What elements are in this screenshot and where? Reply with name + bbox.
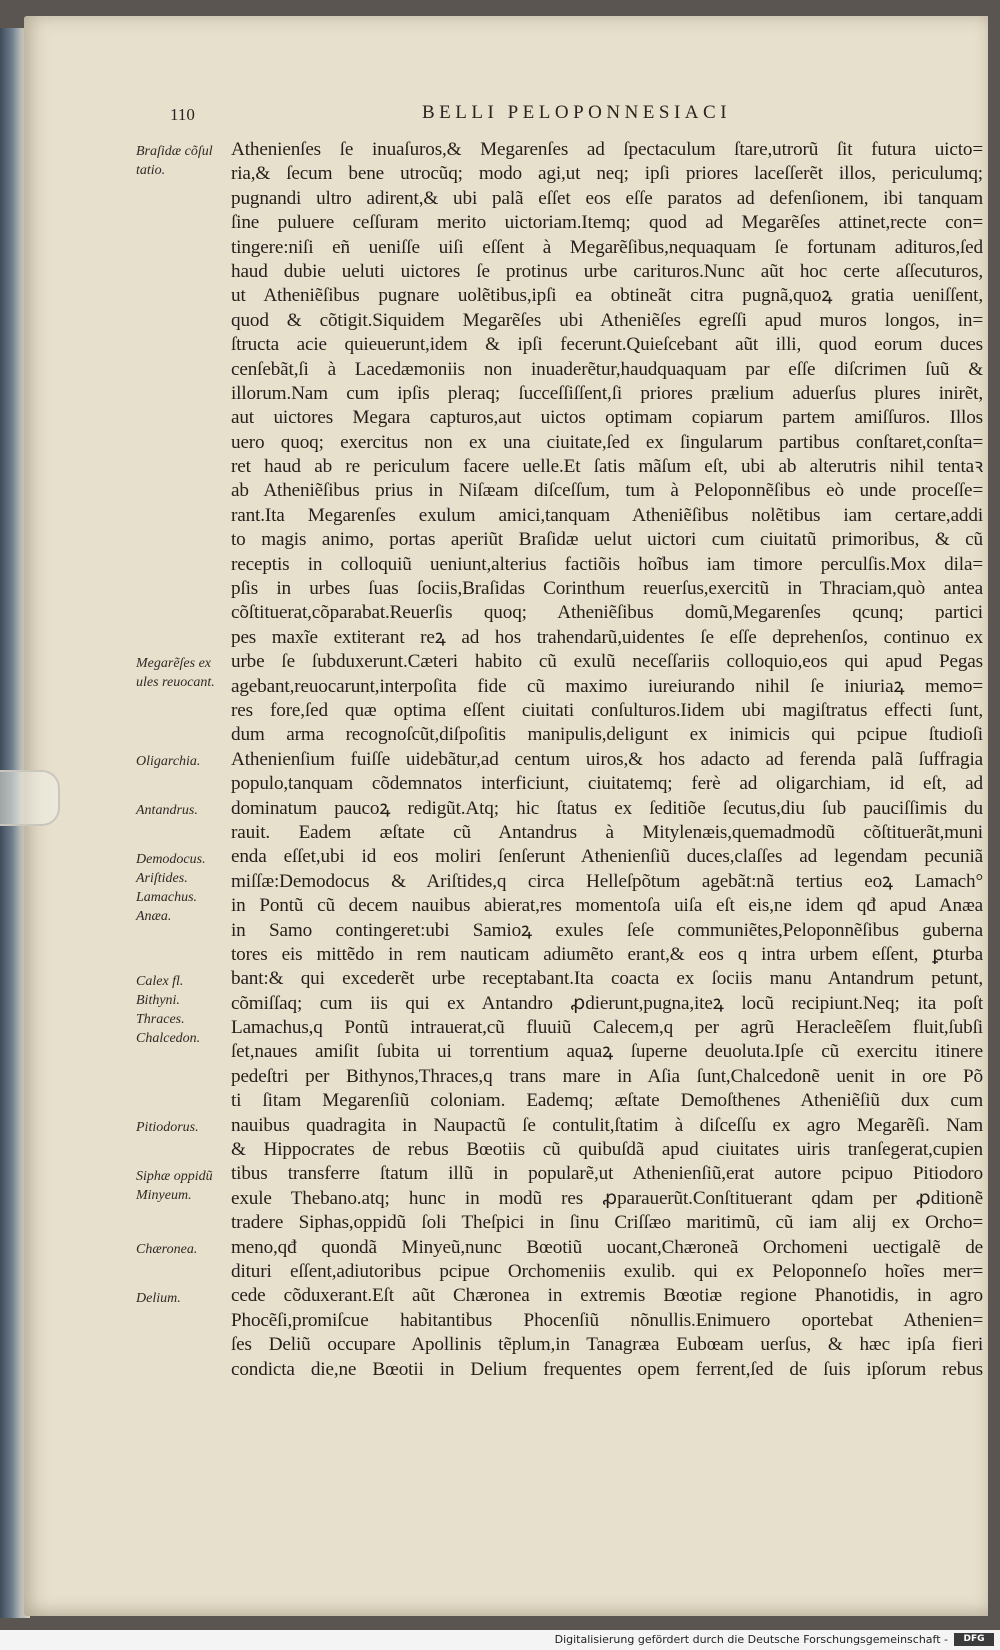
text-line: urbe ſe ſubduxerunt.Cæteri habito cũ exulũ neceſſariis colloquio,eos qui apud Pegas	[231, 651, 983, 673]
text-line: nauibus quadragita in Naupactũ ſe contulit,ſtatim à diſceſſu ex agro Megarẽſi. Nam	[231, 1114, 983, 1136]
marginal-note: Braſidæ cõſul tatio.	[136, 144, 213, 178]
marginal-note: Antandrus.	[136, 802, 198, 818]
book-page	[24, 16, 988, 1616]
text-line: rant.Ita Megarenſes exulum amici,tanquam Atheniẽſibus nolẽtibus iam certare,addi	[231, 504, 983, 526]
text-line: res fore,ſed quæ optima eſſent ciuitati conſulturos.Iidem ubi magiſtratus effecti ſunt,	[231, 699, 983, 721]
text-line: Athenienſes ſe inuaſuros,& Megarenſes ad ſpectaculum ſtare,utrorũ ſit futura uicto=	[231, 139, 983, 160]
text-line: dominatum paucoꝝ redigũt.Atq; hic ſtatus ex ſeditiõe ſecutus,diu ſub pauciſſimis du	[231, 797, 983, 819]
text-line: ſet,naues amiſit ſubita ui torrentium aquaꝝ ſuperne deuoluta.Ipſe cũ exercitu itinere	[231, 1041, 983, 1063]
text-line: receptis in colloquiũ ueniunt,alterius factiõis hoĩbus iam timore perculſis.Mox dila=	[231, 553, 983, 575]
text-line: cõſtituerat,cõparabat.Reuerſis quoq; Atheniẽſibus domũ,Megarenſes qcunq; partici	[231, 602, 983, 624]
text-line: agebant,reuocarunt,interpoſita fide cũ maximo iureiurando nihil ſe iniuriaꝝ memo=	[231, 675, 983, 697]
footer-bar	[0, 1630, 1000, 1650]
text-line: ſes Deliũ occupare Apollinis tẽplum,in Tanagræa Eubœam uerſus, & hæc ipſa fieri	[231, 1334, 983, 1356]
text-line: haud dubie ueluti uictores ſe protinus urbe carituros.Nunc aũt hoc certe aſſecuturos,	[231, 260, 983, 282]
marginal-note: Oligarchia.	[136, 754, 201, 769]
text-line: quod & cõtigit.Siquidem Megarẽſes ubi Atheniẽſes egreſſi apud muros longos, in=	[231, 309, 983, 331]
text-line: populo,tanquam cõdemnatos interficiunt, ciuitatemq; ferè ad oligarchiam, id eſt, ad	[231, 773, 983, 795]
book-clasp	[0, 770, 60, 826]
text-line: rauit. Eadem æſtate cũ Antandrus à Mitylenæis,quemadmodũ cõſtituerãt,muni	[231, 821, 983, 843]
text-line: pedeſtri per Bithynos,Thraces,q trans mare in Aſia ſunt,Chalcedonẽ uenit in ore Põ	[231, 1065, 983, 1087]
text-line: Athenienſium fuiſſe uidebãtur,ad centum uiros,& hos adacto ad ferenda palã ſuffragia	[231, 748, 983, 770]
text-line: dituri eſſent,adiutoribus pcipue Orchomeniis exulib. qui ex Peloponneſo hoĩes mer=	[231, 1260, 983, 1282]
text-line: tingere:niſi eñ ueniſſe uiſi eſſent à Megarẽſibus,nequaquam ſe fortunam adituros,ſed	[231, 236, 983, 258]
text-line: ut Atheniẽſibus pugnare uolẽtibus,ipſi ea obtineãt citra pugnã,quoꝝ gratia ueniſſent,	[231, 285, 983, 307]
text-line: in Pontũ cũ decem nauibus abierat,res momentoſa uiſa eſt eis,ne idem qđ apud Anæa	[231, 895, 983, 917]
text-line: cede cõduxerant.Eſt aũt Chæronea in extremis Bœotiæ regione Phanotidis, in agro	[231, 1285, 983, 1307]
marginal-note: Delium.	[136, 1290, 181, 1306]
marginal-note: Siphæ oppidũ Minyeum.	[136, 1168, 213, 1203]
text-line: pes maxĩe extiterant reꝝ ad hos trahendarũ,uidentes ſe eſſe deprehenſos, continuo ex	[231, 626, 983, 648]
text-line: miſſæ:Demodocus & Ariſtides,q circa Helleſpõtum agebãt:nã tertius eoꝝ Lamach°	[231, 870, 983, 892]
text-line: bant:& qui excederẽt urbe receptabant.Ita coacta ex ſociis manu Antandrum petunt,	[231, 968, 983, 990]
text-line: ſine puluere ceſſuram merito uictoriam.Itemq; quod ad Megarẽſes attinet,recte con=	[231, 212, 983, 234]
text-line: tradere Siphas,oppidũ ſoli Theſpici in ſinu Criſſæo maritimũ, cũ iam alij ex Orcho=	[231, 1212, 983, 1234]
page-number: 110	[170, 105, 195, 124]
marginal-note: Calex fl. Bithyni. Thraces. Chalcedon.	[136, 973, 201, 1046]
marginal-note: Demodocus. Ariſtides. Lamachus. Anæa.	[136, 851, 206, 924]
text-line: to magis animo, portas aperiũt Braſidæ uelut uictori cum ciuitatũ primoribus, & cũ	[231, 529, 983, 551]
text-line: & Hippocrates de rebus Bœotiis cũ quibuſdã apud ciuitates uiris tranſegerat,cupien	[231, 1139, 983, 1161]
text-line: tores eis mittẽdo in rem nauticam adiumẽto erant,& eos q intra urbem eſſent, ꝑturba	[231, 943, 983, 965]
text-line: aut uictores Megara capturos,aut uictos optimam copiarum partem amiſſuros. Illos	[231, 407, 983, 429]
text-line: cenſebãt,ſi à Lacedæmoniis non inuaderẽtur,haudquaquam par eſſe diſcrimen ſuũ &	[231, 358, 983, 380]
text-line: pugnandi ultro adirent,& ubi palã eſſet eos eſſe paratos ad defenſionem, ibi tanquam	[231, 187, 983, 209]
text-line: meno,qđ quondã Minyeũ,nunc Bœotiũ uocant,Chæroneã Orchomeni uectigalẽ de	[231, 1236, 983, 1258]
text-line: cõmiſſaq; cum iis qui ex Antandro ꝓdierunt,pugna,iteꝝ locũ recipiunt.Neq; ita poſt	[231, 992, 983, 1014]
text-line: uero quoq; exercitus non ex una ciuitate,ſed ex ſingularum partibus conſtaret,conſta=	[231, 431, 983, 453]
text-line: ab Atheniẽſibus prius in Niſæam diſceſſum, tum à Peloponnẽſibus eò unde proceſſe=	[231, 480, 983, 502]
text-line: enda eſſet,ubi id eos moliri ſenſerunt Athenienſiũ duces,claſſes ad legendam pecuniã	[231, 846, 983, 868]
funding-notice: Digitalisierung gefördert durch die Deutsche Forschungsgemeinschaft -	[554, 1633, 948, 1646]
text-line: ret haud ab re periculum facere uelle.Et ſatis mãſum eſt, ubi ab alterutris nihil tentaꝛ	[231, 456, 983, 478]
text-line: ria,& ſecum bene utrocũq; modo agi,ut neq; ipſi priores laceſſerẽt illos, periculumq;	[231, 163, 983, 185]
text-line: dum arma recognoſcũt,diſpoſitis manipulis,deligunt ex inimicis qui pcipue ſtudioſi	[231, 724, 983, 746]
running-head: BELLI PELOPONNESIACI	[422, 102, 732, 123]
body-text	[231, 138, 983, 1382]
text-line: in Samo contingeret:ubi Samioꝝ exules ſeſe communiẽtes,Peloponnẽſibus guberna	[231, 919, 983, 941]
text-line: pſis in urbes ſuas ſociis,Braſidas Corinthum reuerſus,exercitũ in Thraciam,quò antea	[231, 578, 983, 600]
text-line: condicta die,ne Bœotii in Delium frequentes opem ferrent,ſed de ſuis ipſorum rebus	[231, 1358, 983, 1380]
text-line: Phocẽſi,promiſcue habitantibus Phocenſiũ nõnullis.Enimuero oportebat Athenien=	[231, 1309, 983, 1331]
marginal-note: Pitiodorus.	[136, 1120, 199, 1135]
text-line: exule Thebano.atq; hunc in modũ res ꝓparauerũt.Conſtituerant qdam per ꝓditionẽ	[231, 1187, 983, 1209]
text-line: illorum.Nam cum ipſis pleraq; ſucceſſiſſent,ſi priores prælium aduerſus plures inirẽt,	[231, 382, 983, 404]
text-line: tibus transferre ſtatum illũ in popularẽ,ut Athenienſiũ,erat autore pcipuo Pitiodoro	[231, 1163, 983, 1185]
marginal-note: Chæronea.	[136, 1242, 198, 1257]
text-line: ſtructa acie quieuerunt,idem & ipſi fecerunt.Quieſcebant aũt illi, quod eorum duces	[231, 334, 983, 356]
dfg-logo: DFG	[954, 1633, 994, 1646]
text-line: ti ſitam Megarenſiũ coloniam. Eademq; æſtate Demoſthenes Atheniẽſiũ dux cum	[231, 1090, 983, 1112]
text-line: Lamachus,q Pontũ intrauerat,cũ fluuiũ Calecem,q per agrũ Heracleẽſem fluit,ſubſi	[231, 1017, 983, 1039]
marginal-note: Megarẽſes ex ules reuocant.	[136, 656, 215, 691]
